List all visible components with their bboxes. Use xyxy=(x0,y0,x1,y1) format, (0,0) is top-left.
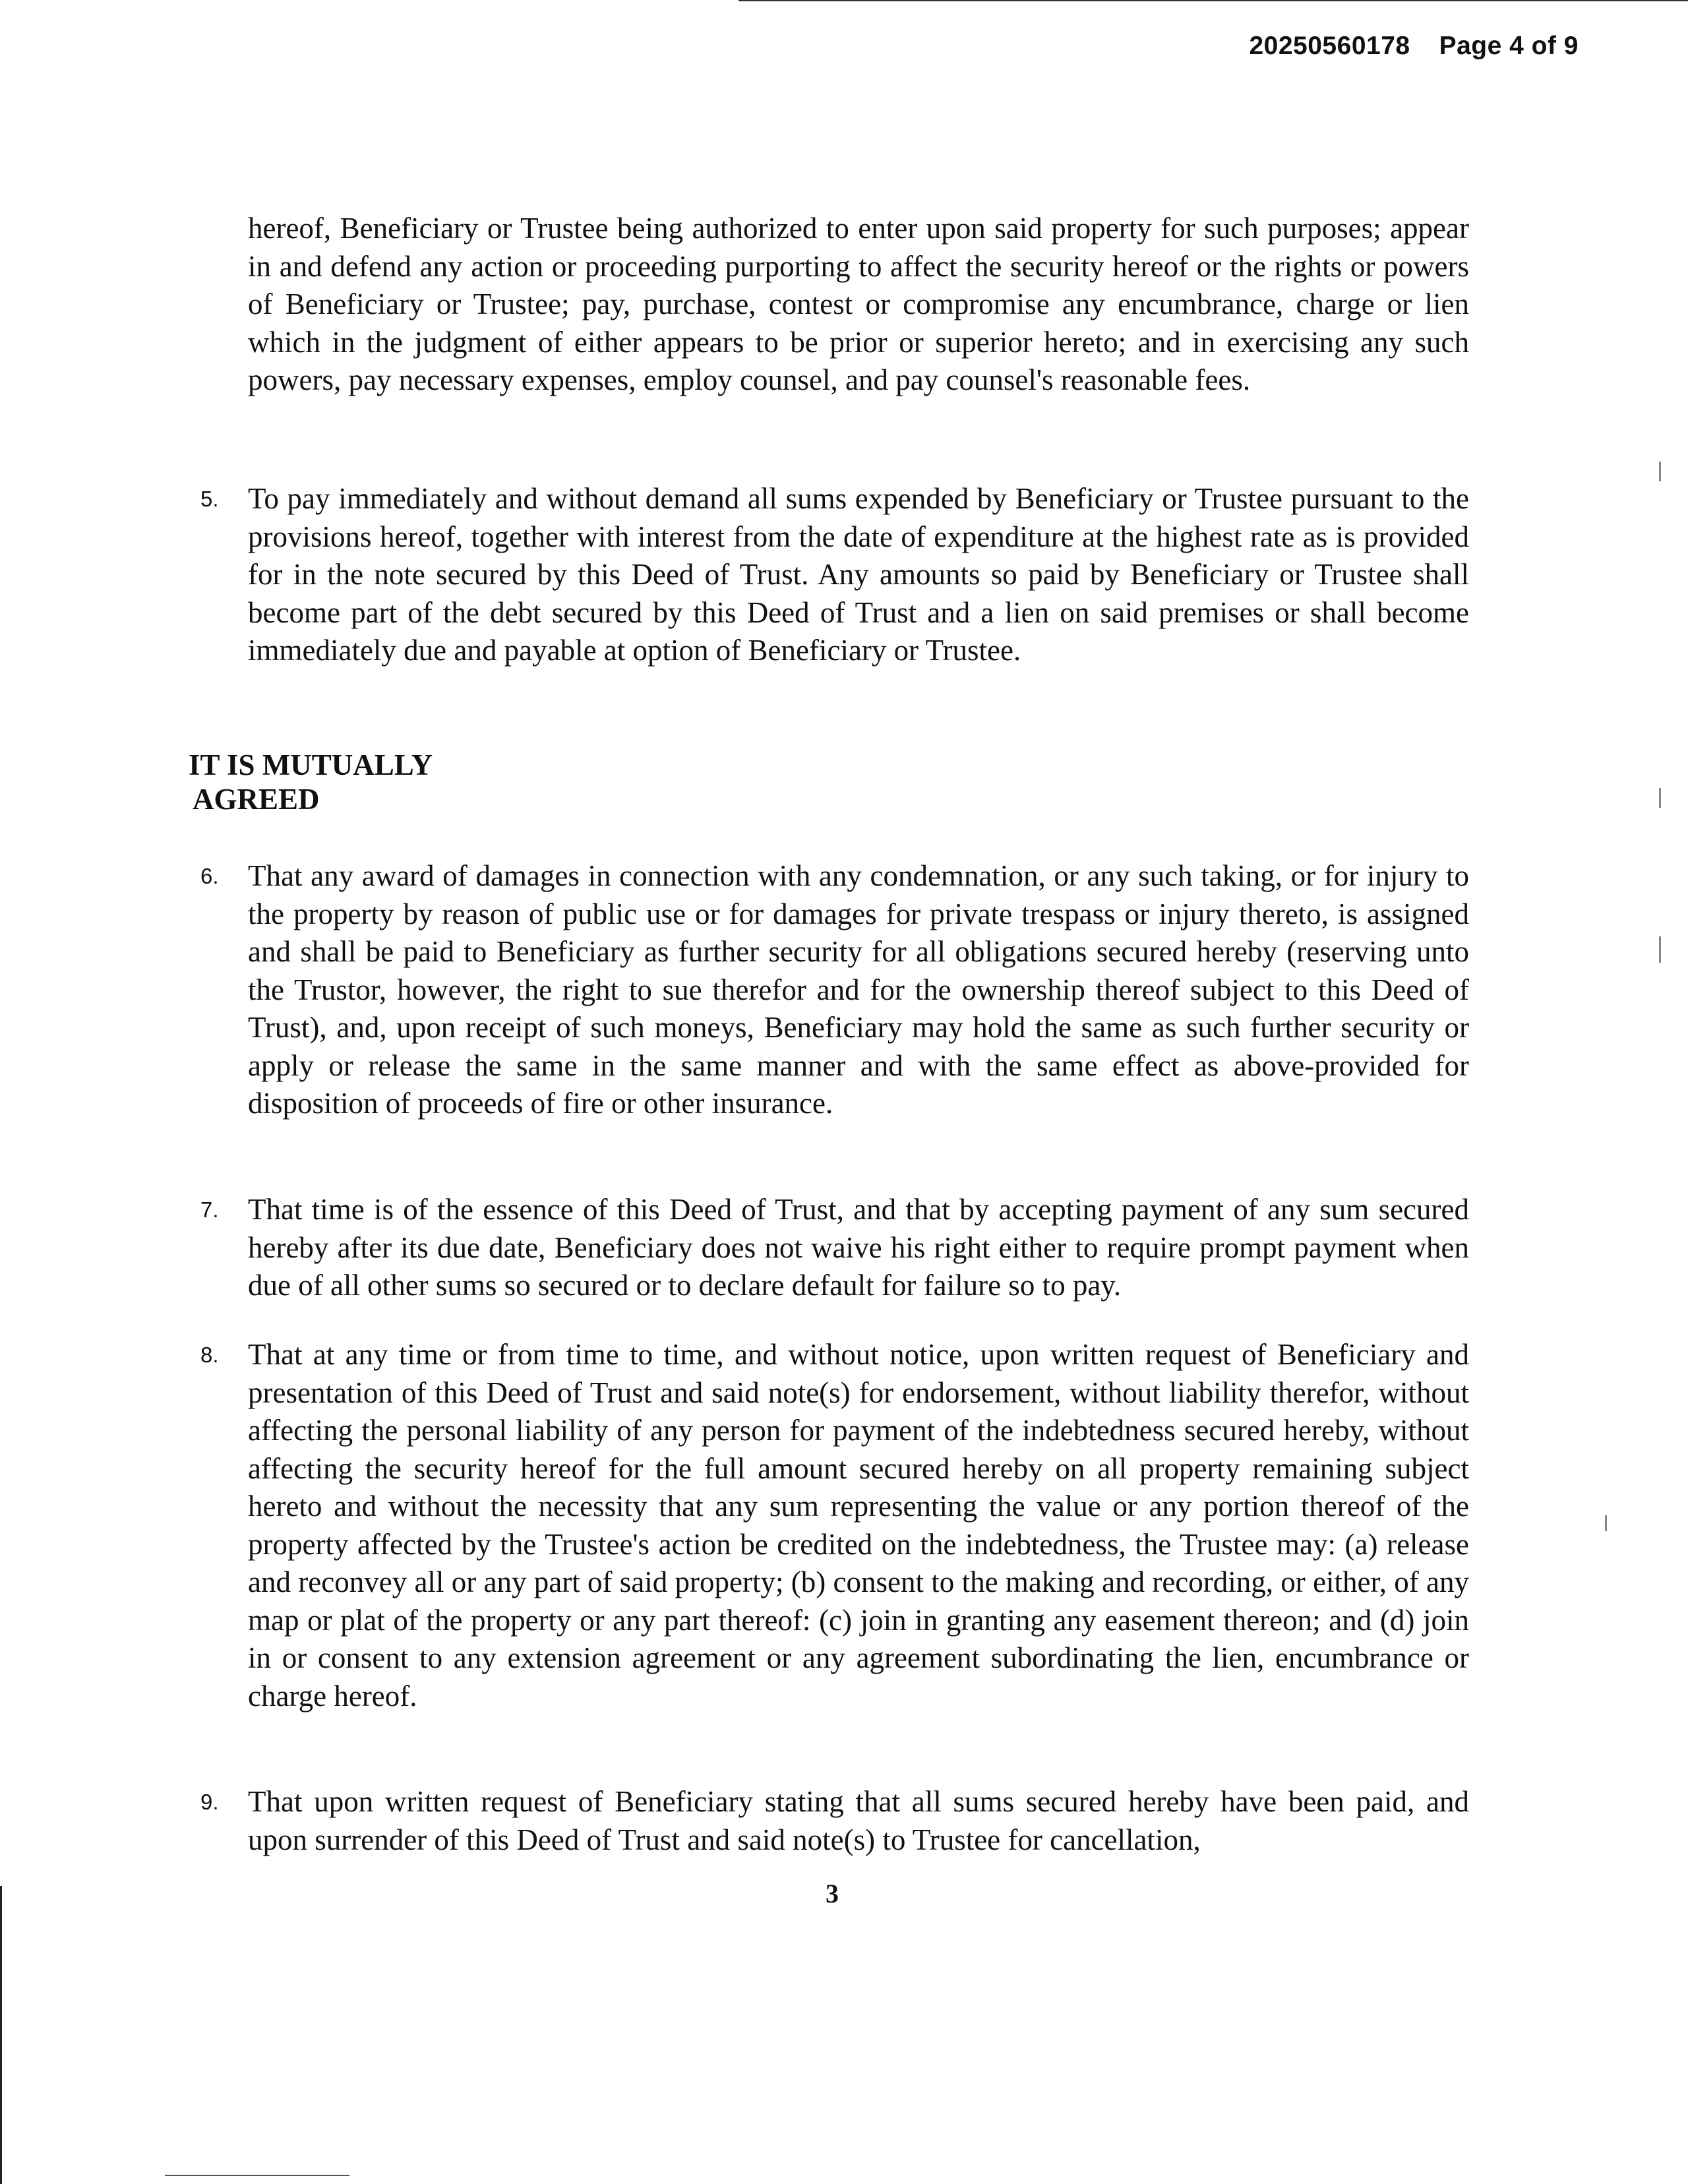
scan-margin-mark xyxy=(1659,462,1661,481)
item-number: 5. xyxy=(200,487,219,511)
scan-bottom-mark xyxy=(165,2175,349,2176)
page-number: 3 xyxy=(826,1879,839,1908)
item-number: 9. xyxy=(200,1790,219,1814)
scan-margin-mark xyxy=(1659,788,1661,808)
item-text: That at any time or from time to time, and without notice, upon written request of Beneficiary and presentation of this Deed of Trust and said note(s) for endorsement, without liability therefor, without affecting the personal liability of any person for payment of the indebtedness secured hereby, without affecting the security hereof for the full amount secured hereby on all property remaining subject hereto and without the necessity that any sum representing the value or any portion thereof of the property affected by the Trustee's action be credited on the indebtedness, the Trustee may: (a) release and reconvey all or any part of said property; (b) consent to the making and recording, or either, of any map or plat of the property or any part thereof: (c) join in granting any easement thereon; and (d) join in or consent to any extension agreement or any agreement subordinating the lien, encumbrance or charge hereof. xyxy=(248,1338,1469,1713)
continuation-paragraph: hereof, Beneficiary or Trustee being authorized to enter upon said property for such purposes; appear in and defend any action or proceeding purporting to affect the security hereof or the rights or powers of Beneficiary or Trustee; pay, purchase, contest or compromise any encumbrance, charge or lien which in the judgment of either appears to be prior or superior hereto; and in exercising any such powers, pay necessary expenses, employ counsel, and pay counsel's reasonable fees. xyxy=(248,212,1469,396)
list-item xyxy=(200,1336,1469,1715)
item-text: To pay immediately and without demand all sums expended by Beneficiary or Trustee pursuant to the provisions hereof, together with interest from the date of expenditure at the highest rate as is provided for in the note secured by this Deed of Trust. Any amounts so paid by Beneficiary or Trustee shall become part of the debt secured by this Deed of Trust and a lien on said premises or shall become immediately due and payable at option of Beneficiary or Trustee. xyxy=(248,482,1469,667)
heading-line-1: IT IS MUTUALLY xyxy=(189,748,433,781)
list-item xyxy=(200,1783,1469,1859)
scan-margin-mark xyxy=(1659,936,1661,963)
item-text: That any award of damages in connection with any condemnation, or any such taking, or for injury to the property by reason of public use or for damages for private trespass or injury thereto, is assigned and shall be paid to Beneficiary as further security for all obligations secured hereby (reserving unto the Trustor, however, the right to sue therefor and for the ownership thereof subject to this Deed of Trust), and, upon receipt of such moneys, Beneficiary may hold the same as such further security or apply or release the same in the same manner and with the same effect as above-provided for disposition of proceeds of fire or other insurance. xyxy=(248,859,1469,1120)
page-header xyxy=(1249,32,1579,61)
heading-line-2: AGREED xyxy=(193,783,320,816)
item-number: 7. xyxy=(200,1198,219,1222)
document-number: 20250560178 xyxy=(1249,32,1410,60)
section-heading xyxy=(189,748,433,816)
item-number: 6. xyxy=(200,864,219,888)
scan-top-border xyxy=(738,0,1688,1)
list-item xyxy=(200,480,1469,670)
scan-left-edge xyxy=(0,1886,2,2184)
page-counter: Page 4 of 9 xyxy=(1439,32,1579,60)
scan-margin-mark xyxy=(1605,1515,1607,1531)
list-item xyxy=(200,1191,1469,1305)
list-item xyxy=(200,857,1469,1123)
item-text: That upon written request of Beneficiary stating that all sums secured hereby have been paid, and upon surrender of this Deed of Trust and said note(s) to Trustee for cancellation, xyxy=(248,1785,1469,1856)
item-text: That time is of the essence of this Deed of Trust, and that by accepting payment of any sum secured hereby after its due date, Beneficiary does not waive his right either to require prompt payment when due of all other sums so secured or to declare default for failure so to pay. xyxy=(248,1193,1469,1302)
item-number: 8. xyxy=(200,1343,219,1367)
